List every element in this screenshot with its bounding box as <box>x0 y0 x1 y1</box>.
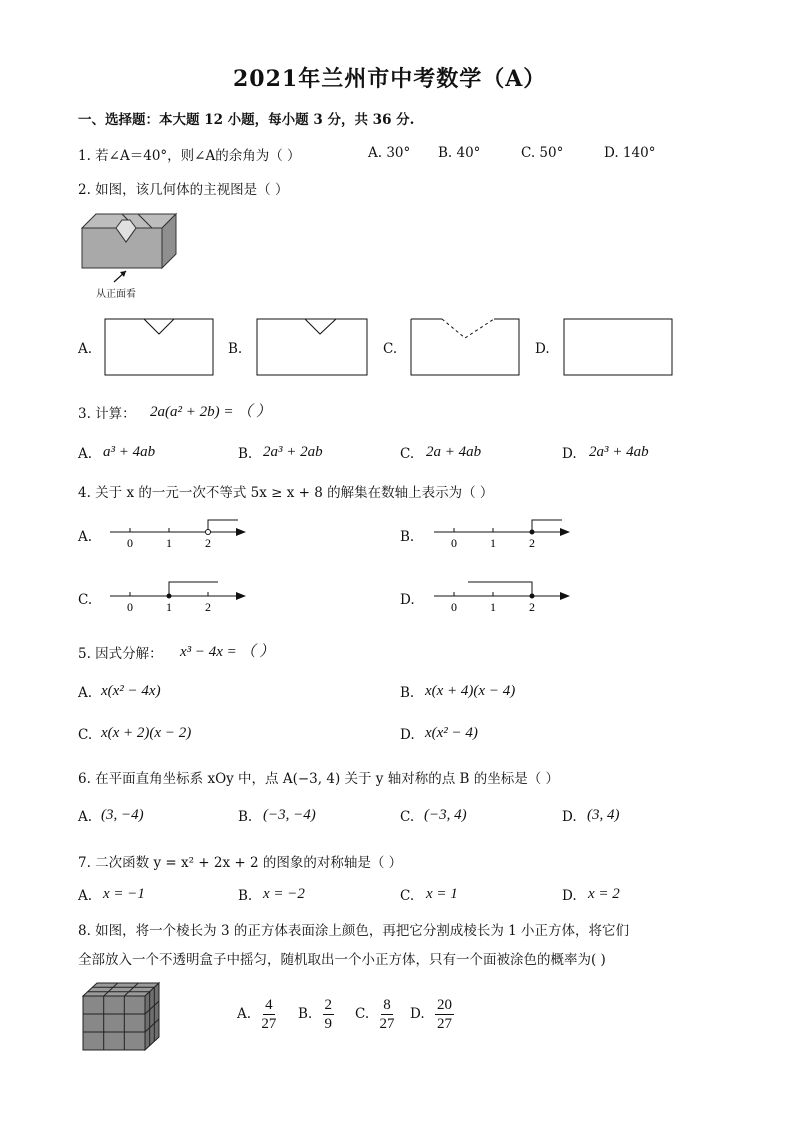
tick-2: 2 <box>529 600 535 614</box>
question-4-option-d: D. <box>400 592 415 608</box>
question-7-option-a-value: x = −1 <box>103 886 145 902</box>
question-3-expression: 2a(a² + 2b) = （ ） <box>150 404 271 420</box>
question-6-option-b-label: B. <box>238 809 253 825</box>
tick-1: 1 <box>490 600 496 614</box>
question-8-line-2: 全部放入一个不透明盒子中摇匀，随机取出一个小正方体，只有一个面被涂色的概率为( ) <box>78 952 606 968</box>
tick-0: 0 <box>451 600 457 614</box>
numerator: 20 <box>436 997 452 1013</box>
option-label: B. <box>298 1006 313 1022</box>
question-5-text: 5. 因式分解： <box>78 646 163 662</box>
page-title: 2021年兰州市中考数学（A） <box>233 66 547 92</box>
fraction <box>435 996 454 1033</box>
question-7-option-d-value: x = 2 <box>588 886 620 902</box>
question-2-text: 2. 如图，该几何体的主视图是（ ） <box>78 182 289 198</box>
question-2-option-c: C. <box>383 341 398 357</box>
question-2-option-b: B. <box>228 341 243 357</box>
tick-1: 1 <box>166 600 172 614</box>
numerator: 4 <box>265 997 273 1013</box>
question-5-option-c-label: C. <box>78 727 93 743</box>
question-5-option-a-label: A. <box>78 685 93 701</box>
question-7-option-d-label: D. <box>562 888 577 904</box>
question-5-option-b-value: x(x + 4)(x − 4) <box>425 683 516 699</box>
question-3-option-c-label: C. <box>400 446 415 462</box>
tick-0: 0 <box>451 536 457 550</box>
option-label: C. <box>355 1006 370 1022</box>
section-heading: 一、选择题：本大题 12 小题，每小题 3 分，共 36 分. <box>78 112 415 128</box>
question-3-option-c-value: 2a + 4ab <box>426 444 482 460</box>
denominator: 27 <box>261 1016 277 1032</box>
question-7-option-b-label: B. <box>238 888 253 904</box>
question-6-option-c-value: (−3, 4) <box>424 807 467 823</box>
number-line-a <box>108 516 248 550</box>
question-1-option-b: B. 40° <box>438 145 481 161</box>
question-8-option-b <box>298 996 334 1033</box>
option-label: D. <box>410 1006 425 1022</box>
view-arrow-icon <box>112 268 132 284</box>
tick-2: 2 <box>529 536 535 550</box>
solid-figure <box>78 210 178 270</box>
question-8-option-c <box>355 996 394 1033</box>
fraction <box>379 996 394 1033</box>
question-2-option-a: A. <box>78 341 93 357</box>
question-1-option-d: D. 140° <box>604 145 656 161</box>
numerator: 8 <box>383 997 391 1013</box>
fraction <box>323 996 335 1033</box>
figure-caption: 从正面看 <box>96 289 136 300</box>
tick-1: 1 <box>490 536 496 550</box>
denominator: 27 <box>379 1016 395 1032</box>
option-c-view <box>410 318 520 376</box>
question-3-option-a-value: a³ + 4ab <box>103 444 156 460</box>
question-6-option-d-label: D. <box>562 809 577 825</box>
question-7-option-c-label: C. <box>400 888 415 904</box>
option-label: A. <box>237 1006 252 1022</box>
question-7-option-a-label: A. <box>78 888 93 904</box>
question-5-option-d-value: x(x² − 4) <box>425 725 478 741</box>
option-d-view <box>563 318 673 376</box>
tick-2: 2 <box>205 600 211 614</box>
option-b-view <box>256 318 368 376</box>
question-3-option-b-label: B. <box>238 446 253 462</box>
option-a-view <box>104 318 214 376</box>
question-3-option-d-value: 2a³ + 4ab <box>589 444 649 460</box>
question-4-option-c: C. <box>78 592 93 608</box>
question-5-option-d-label: D. <box>400 727 415 743</box>
numerator: 2 <box>324 997 333 1013</box>
number-line-d <box>432 578 572 612</box>
number-line-b <box>432 516 572 550</box>
number-line-c <box>108 578 248 612</box>
question-3-option-b-value: 2a³ + 2ab <box>263 444 323 460</box>
cube-figure <box>82 982 162 1052</box>
question-6-text: 6. 在平面直角坐标系 xOy 中，点 A(−3, 4) 关于 y 轴对称的点 B 的坐标是（ ） <box>78 771 560 787</box>
tick-2: 2 <box>205 536 211 550</box>
question-6-option-b-value: (−3, −4) <box>263 807 316 823</box>
denominator: 9 <box>324 1016 333 1032</box>
question-4-option-a: A. <box>78 529 93 545</box>
tick-0: 0 <box>127 600 133 614</box>
question-7-option-c-value: x = 1 <box>426 886 458 902</box>
question-6-option-d-value: (3, 4) <box>587 807 620 823</box>
question-5-option-b-label: B. <box>400 685 415 701</box>
question-1-option-c: C. 50° <box>521 145 564 161</box>
question-7-text: 7. 二次函数 y = x² + 2x + 2 的图象的对称轴是（ ） <box>78 855 403 871</box>
question-3-text: 3. 计算： <box>78 406 136 422</box>
question-1-text: 1. 若∠A＝40°，则∠A的余角为（ ） <box>78 148 301 164</box>
question-5-option-a-value: x(x² − 4x) <box>101 683 161 699</box>
question-7-option-b-value: x = −2 <box>263 886 305 902</box>
question-5-option-c-value: x(x + 2)(x − 2) <box>101 725 192 741</box>
question-8-option-d <box>410 996 454 1033</box>
question-6-option-c-label: C. <box>400 809 415 825</box>
question-8-line-1: 8. 如图，将一个棱长为 3 的正方体表面涂上颜色，再把它分割成棱长为 1 小正方体，将它们 <box>78 923 630 939</box>
fraction <box>261 996 276 1033</box>
question-6-option-a-label: A. <box>78 809 93 825</box>
question-1-option-a: A. 30° <box>368 145 411 161</box>
question-6-option-a-value: (3, −4) <box>101 807 144 823</box>
question-3-option-a-label: A. <box>78 446 93 462</box>
question-4-option-b: B. <box>400 529 415 545</box>
question-2-option-d: D. <box>535 341 550 357</box>
question-4-text: 4. 关于 x 的一元一次不等式 5x ≥ x + 8 的解集在数轴上表示为（ ） <box>78 485 494 501</box>
question-5-expression: x³ − 4x = （ ） <box>180 644 275 660</box>
question-3-option-d-label: D. <box>562 446 577 462</box>
question-8-option-a <box>237 996 276 1033</box>
tick-0: 0 <box>127 536 133 550</box>
denominator: 27 <box>436 1016 452 1032</box>
tick-1: 1 <box>166 536 172 550</box>
